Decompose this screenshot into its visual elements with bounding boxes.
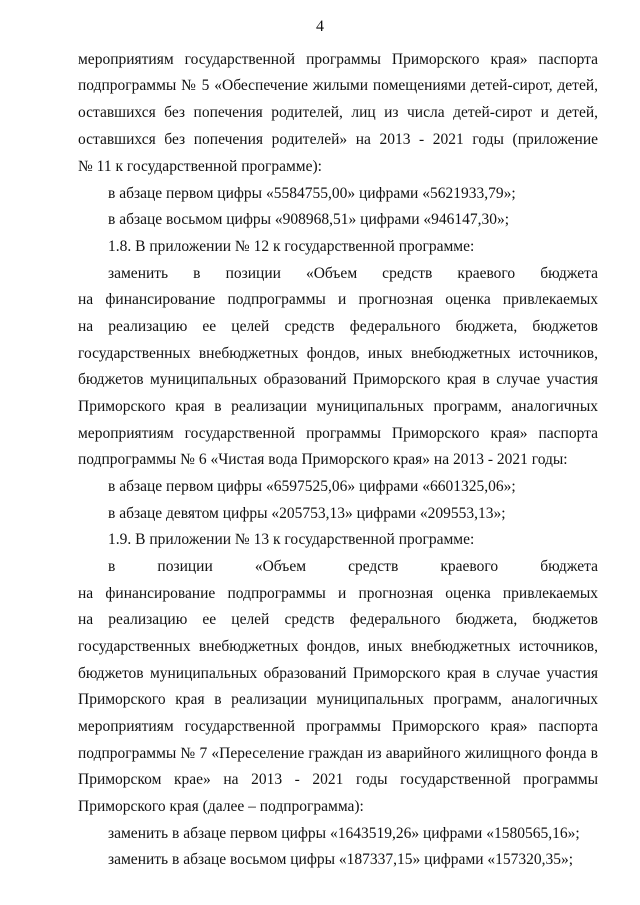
text-line: заменить в абзаце восьмом цифры «187337,15» цифрами «157320,35»; (108, 851, 574, 868)
text-line: Приморском крае» на 2013 - 2021 годы государственной программы (78, 771, 598, 788)
text-line: оставшихся без попечения родителей» на 2013 - 2021 годы (приложение (78, 131, 598, 148)
text-line: в абзаце девятом цифры «205753,13» цифрами «209553,13»; (108, 505, 506, 522)
text-line: 1.8. В приложении № 12 к государственной программе: (108, 238, 475, 255)
text-line: на реализацию ее целей средств федерального бюджета, бюджетов (78, 611, 598, 628)
text-line: заменить в позиции «Объем средств краевого бюджета (108, 265, 598, 282)
text-line: в позиции «Объем средств краевого бюджета (108, 558, 598, 575)
text-line: подпрограммы № 7 «Переселение граждан из аварийного жилищного фонда в (78, 745, 598, 762)
text-line: государственных внебюджетных фондов, иных внебюджетных источников, (78, 345, 598, 362)
text-line: Приморского края в реализации муниципальных программ, аналогичных (78, 398, 598, 415)
text-line: мероприятиям государственной программы Приморского края» паспорта (78, 425, 598, 442)
text-line: Приморского края в реализации муниципальных программ, аналогичных (78, 691, 598, 708)
text-line: на реализацию ее целей средств федерального бюджета, бюджетов (78, 318, 598, 335)
text-line: на финансирование подпрограммы и прогнозная оценка привлекаемых (78, 291, 598, 308)
text-line: 1.9. В приложении № 13 к государственной программе: (108, 531, 475, 548)
text-line: заменить в абзаце первом цифры «1643519,26» цифрами «1580565,16»; (108, 825, 580, 842)
text-line: в абзаце первом цифры «5584755,00» цифрами «5621933,79»; (108, 185, 516, 202)
text-line: мероприятиям государственной программы Приморского края» паспорта (78, 718, 598, 735)
page-number: 4 (316, 18, 324, 35)
text-line: оставшихся без попечения родителей, лиц из числа детей-сирот и детей, (78, 104, 598, 121)
text-line: на финансирование подпрограммы и прогнозная оценка привлекаемых (78, 585, 598, 602)
text-line: бюджетов муниципальных образований Приморского края в случае участия (78, 665, 598, 682)
text-line: бюджетов муниципальных образований Приморского края в случае участия (78, 371, 598, 388)
text-line: подпрограммы № 5 «Обеспечение жилыми помещениями детей-сирот, детей, (78, 77, 598, 94)
text-line: Приморского края (далее – подпрограмма): (78, 798, 364, 815)
text-line: № 11 к государственной программе): (78, 158, 322, 175)
text-line: подпрограммы № 6 «Чистая вода Приморского края» на 2013 - 2021 годы: (78, 451, 568, 468)
text-line: в абзаце восьмом цифры «908968,51» цифрами «946147,30»; (108, 211, 510, 228)
text-line: государственных внебюджетных фондов, иных внебюджетных источников, (78, 638, 598, 655)
text-line: мероприятиям государственной программы Приморского края» паспорта (78, 51, 598, 68)
text-line: в абзаце первом цифры «6597525,06» цифрами «6601325,06»; (108, 478, 516, 495)
